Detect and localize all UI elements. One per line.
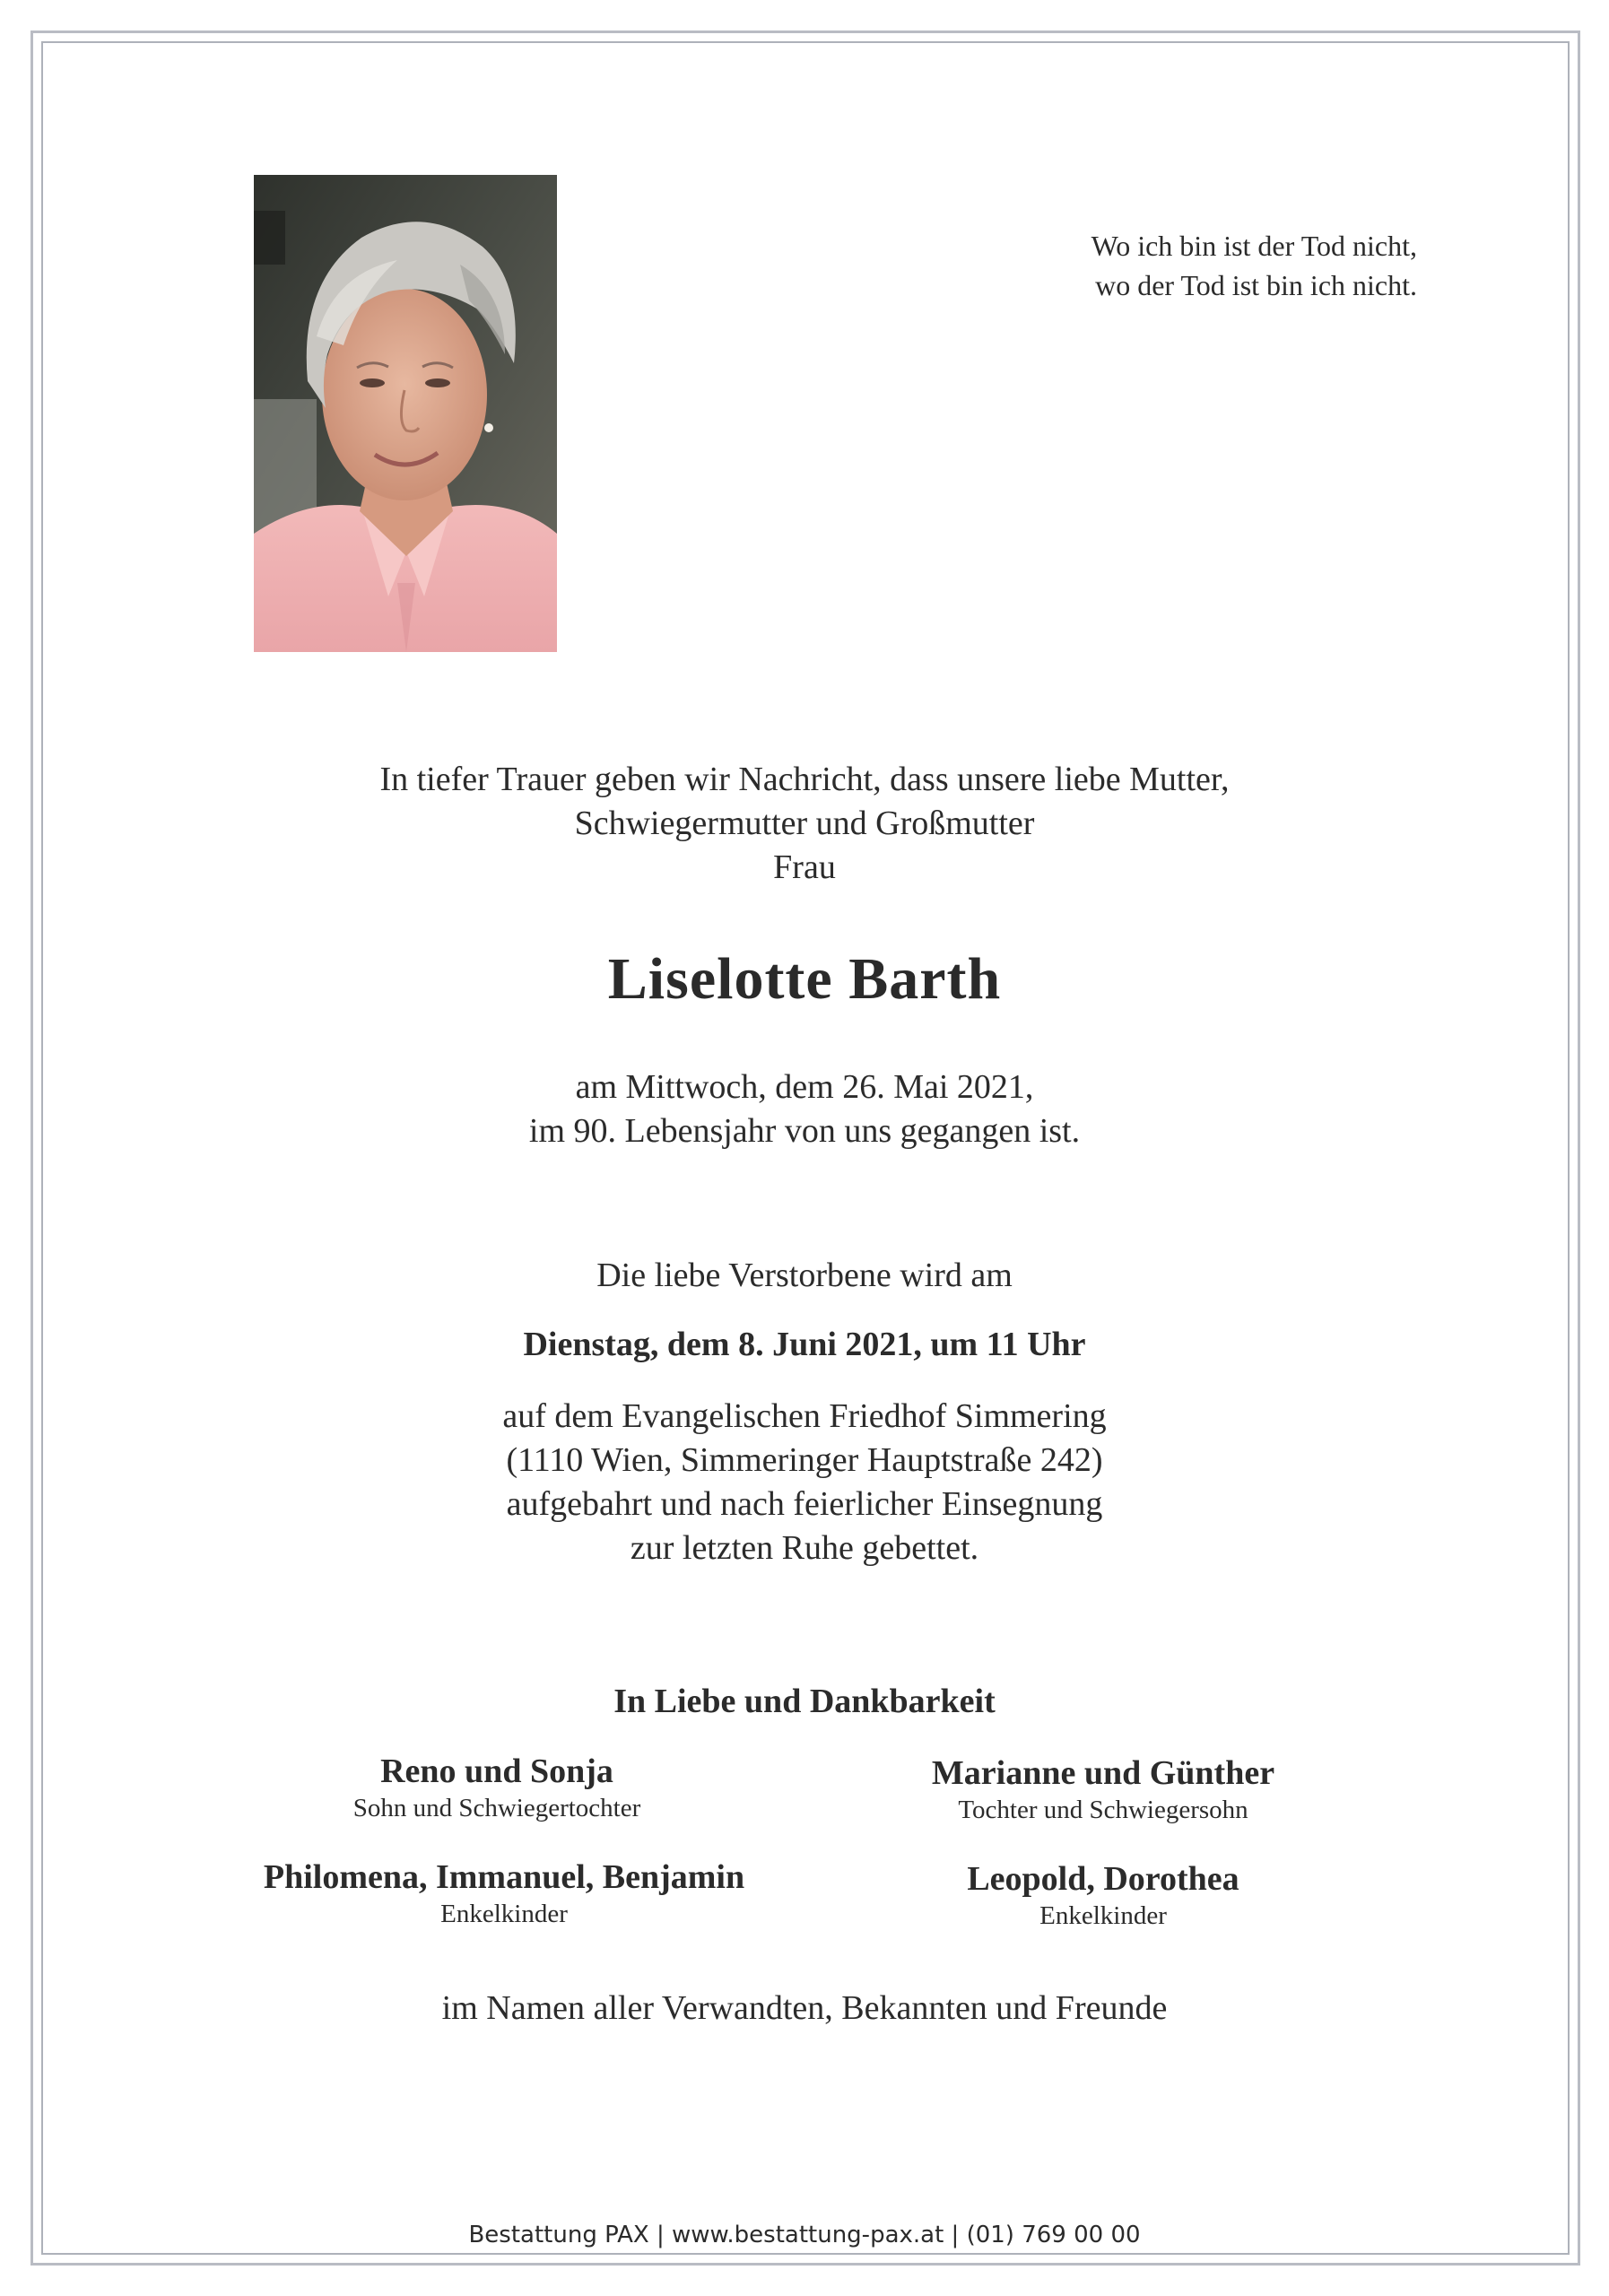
- footer-contact: Bestattung PAX | www.bestattung-pax.at | (01) 769 00 00: [468, 2222, 1141, 2248]
- intro-line-3: Frau: [773, 848, 836, 886]
- family-entry-grandchildren-2: [789, 1858, 1417, 1932]
- funeral-place-line-2: (1110 Wien, Simmeringer Hauptstraße 242): [506, 1441, 1103, 1479]
- funeral-place-line-1: auf dem Evangelischen Friedhof Simmering: [502, 1397, 1107, 1435]
- family-relation: Tochter und Schwiegersohn: [958, 1796, 1248, 1824]
- family-relation: Enkelkinder: [440, 1900, 568, 1928]
- death-line-1: am Mittwoch, dem 26. Mai 2021,: [575, 1068, 1034, 1106]
- family-entry-son: [183, 1751, 811, 1824]
- motto-line-1: Wo ich bin ist der Tod nicht,: [1091, 230, 1417, 262]
- funeral-date: Dienstag, dem 8. Juni 2021, um 11 Uhr: [523, 1326, 1086, 1363]
- deceased-name: Liselotte Barth: [607, 946, 1002, 1012]
- intro-line-1: In tiefer Trauer geben wir Nachricht, dass unsere liebe Mutter,: [379, 761, 1230, 798]
- closing-phrase: In Liebe und Dankbarkeit: [613, 1683, 996, 1720]
- death-line-2: im 90. Lebensjahr von uns gegangen ist.: [528, 1112, 1081, 1150]
- intro-line-2: Schwiegermutter und Großmutter: [574, 804, 1035, 842]
- family-relation: Enkelkinder: [1039, 1901, 1167, 1930]
- funeral-place-line-3: aufgebahrt und nach feierlicher Einsegnung: [506, 1485, 1103, 1523]
- family-name: Marianne und Günther: [931, 1754, 1275, 1792]
- family-name: Reno und Sonja: [380, 1752, 613, 1790]
- family-name: Philomena, Immanuel, Benjamin: [263, 1858, 745, 1896]
- family-entry-daughter: [789, 1752, 1417, 1826]
- funeral-place: [0, 1395, 1609, 1570]
- family-entry-grandchildren-1: [190, 1857, 818, 1930]
- funeral-lead: Die liebe Verstorbene wird am: [596, 1257, 1013, 1294]
- motto-quote: [969, 226, 1417, 305]
- death-notice: [0, 1065, 1609, 1153]
- portrait-photo: [254, 175, 557, 652]
- relatives-line: im Namen aller Verwandten, Bekannten und Freunde: [441, 1989, 1168, 2027]
- family-relation: Sohn und Schwiegertochter: [352, 1794, 641, 1822]
- family-name: Leopold, Dorothea: [967, 1860, 1239, 1898]
- motto-line-2: wo der Tod ist bin ich nicht.: [1095, 269, 1417, 301]
- announcement-intro: [0, 758, 1609, 890]
- funeral-place-line-4: zur letzten Ruhe gebettet.: [630, 1529, 979, 1567]
